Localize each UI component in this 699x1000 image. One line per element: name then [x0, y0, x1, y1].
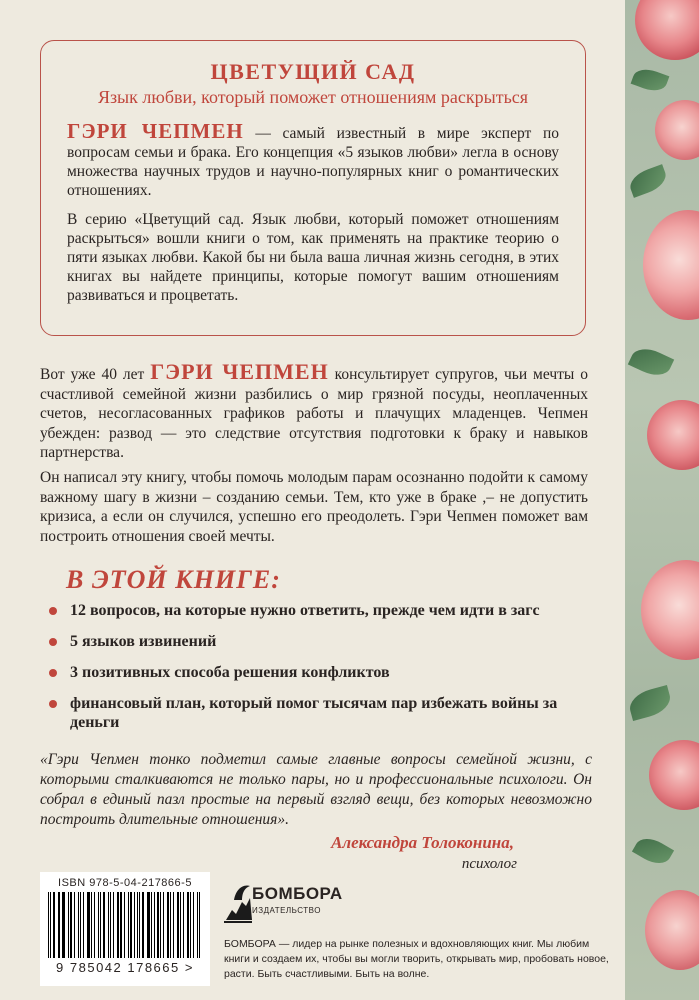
floral-border — [625, 0, 699, 1000]
testimonial-quote: «Гэри Чепмен тонко подметил самые главные вопросы семейной жизни, с которыми сталкиваются не только пары, но и профессиональные психологи. Он собрал в единый пазл простые на первый взгляд вещи, без которых невозможно построить длительные отношения». — [40, 751, 592, 828]
leaf-icon — [631, 65, 670, 95]
bullet-icon — [49, 669, 57, 677]
list-item: финансовый план, который помог тысячам пар избежать войны за деньги — [46, 694, 606, 732]
intro-paragraph-2: В серию «Цветущий сад. Язык любви, который поможет отношениям раскрыться» вошли книги о том, как применять на практике теорию о пяти языках любви. Какой бы ни была ваша личная жизнь сегодня, в этих книгах вы найдете принципы, которые помогут вашим отношениям развиваться и процветать. — [67, 211, 559, 304]
publisher-subtitle: ИЗДАТЕЛЬСТВО — [252, 906, 321, 915]
barcode — [40, 872, 210, 986]
main-p1-after: консультирует супругов, чьи мечты о счастливой семейной жизни разбились о мир грязной посуды, неоплаченных счетов, несогласованных графиков работы и плачущих младенцев. Чепмен убежден: развод — это следствие отсутствия подготовки к браку и навыков партнерства. — [40, 366, 589, 461]
leaf-icon — [626, 164, 669, 198]
list-item: 3 позитивных способа решения конфликтов — [46, 663, 606, 682]
main-paragraph-2: Он написал эту книгу, чтобы помочь молодым парам осознанно подойти к самому важному шагу в жизни – созданию семьи. Тем, кто уже в браке ,– не допустить кризиса, а если он случился, успешно его преодолеть. Гэри Чепмен поможет вам построить отношения своей мечты. — [40, 469, 588, 545]
quote-author-role: психолог — [461, 856, 517, 872]
intro-paragraph-1 — [67, 119, 559, 200]
isbn-label: ISBN 978-5-04-217866-5 — [58, 877, 192, 889]
barcode-number: 9 785042 178665 > — [56, 960, 194, 975]
rose-icon — [643, 210, 699, 320]
main-paragraph-1 — [40, 359, 589, 463]
rose-icon — [635, 0, 699, 60]
series-title: ЦВЕТУЩИЙ САД — [210, 59, 416, 84]
book-heading: В ЭТОЙ КНИГЕ: — [66, 565, 281, 594]
list-item: 12 вопросов, на которые нужно ответить, прежде чем идти в загс — [46, 601, 606, 620]
bullet-icon — [49, 700, 57, 708]
main-p1-before: Вот уже 40 лет — [40, 366, 151, 383]
series-intro-box — [40, 40, 586, 336]
author-name: ГЭРИ ЧЕПМЕН — [67, 119, 244, 143]
rose-icon — [647, 400, 699, 470]
list-item: 5 языков извинений — [46, 632, 606, 651]
book-bullet-list — [46, 601, 606, 744]
leaf-icon — [628, 343, 674, 382]
rose-icon — [641, 560, 699, 660]
bullet-icon — [49, 607, 57, 615]
author-name-inline: ГЭРИ ЧЕПМЕН — [150, 359, 329, 384]
bullet-icon — [49, 638, 57, 646]
publisher-description: БОМБОРА — лидер на рынке полезных и вдохновляющих книг. Мы любим книги и создаем их, чтобы вы могли творить, открывать мир, пробовать новое, расти. Быть счастливыми. Быть на волне. — [224, 938, 609, 980]
rose-icon — [645, 890, 699, 970]
series-subtitle: Язык любви, который поможет отношениям раскрыться — [97, 87, 529, 107]
leaf-icon — [626, 685, 673, 721]
rose-icon — [655, 100, 699, 160]
rose-icon — [649, 740, 699, 810]
publisher-name: БОМБОРА — [252, 884, 343, 903]
intro-p1-text: — самый известный в мире эксперт по вопросам семьи и брака. Его концепция «5 языков любви» легла в основу множества научных трудов и научно-популярных книг о романтических отношениях. — [67, 125, 559, 199]
barcode-bars — [48, 892, 202, 958]
quote-author: Александра Толоконина, — [331, 833, 514, 852]
leaf-icon — [632, 832, 674, 869]
